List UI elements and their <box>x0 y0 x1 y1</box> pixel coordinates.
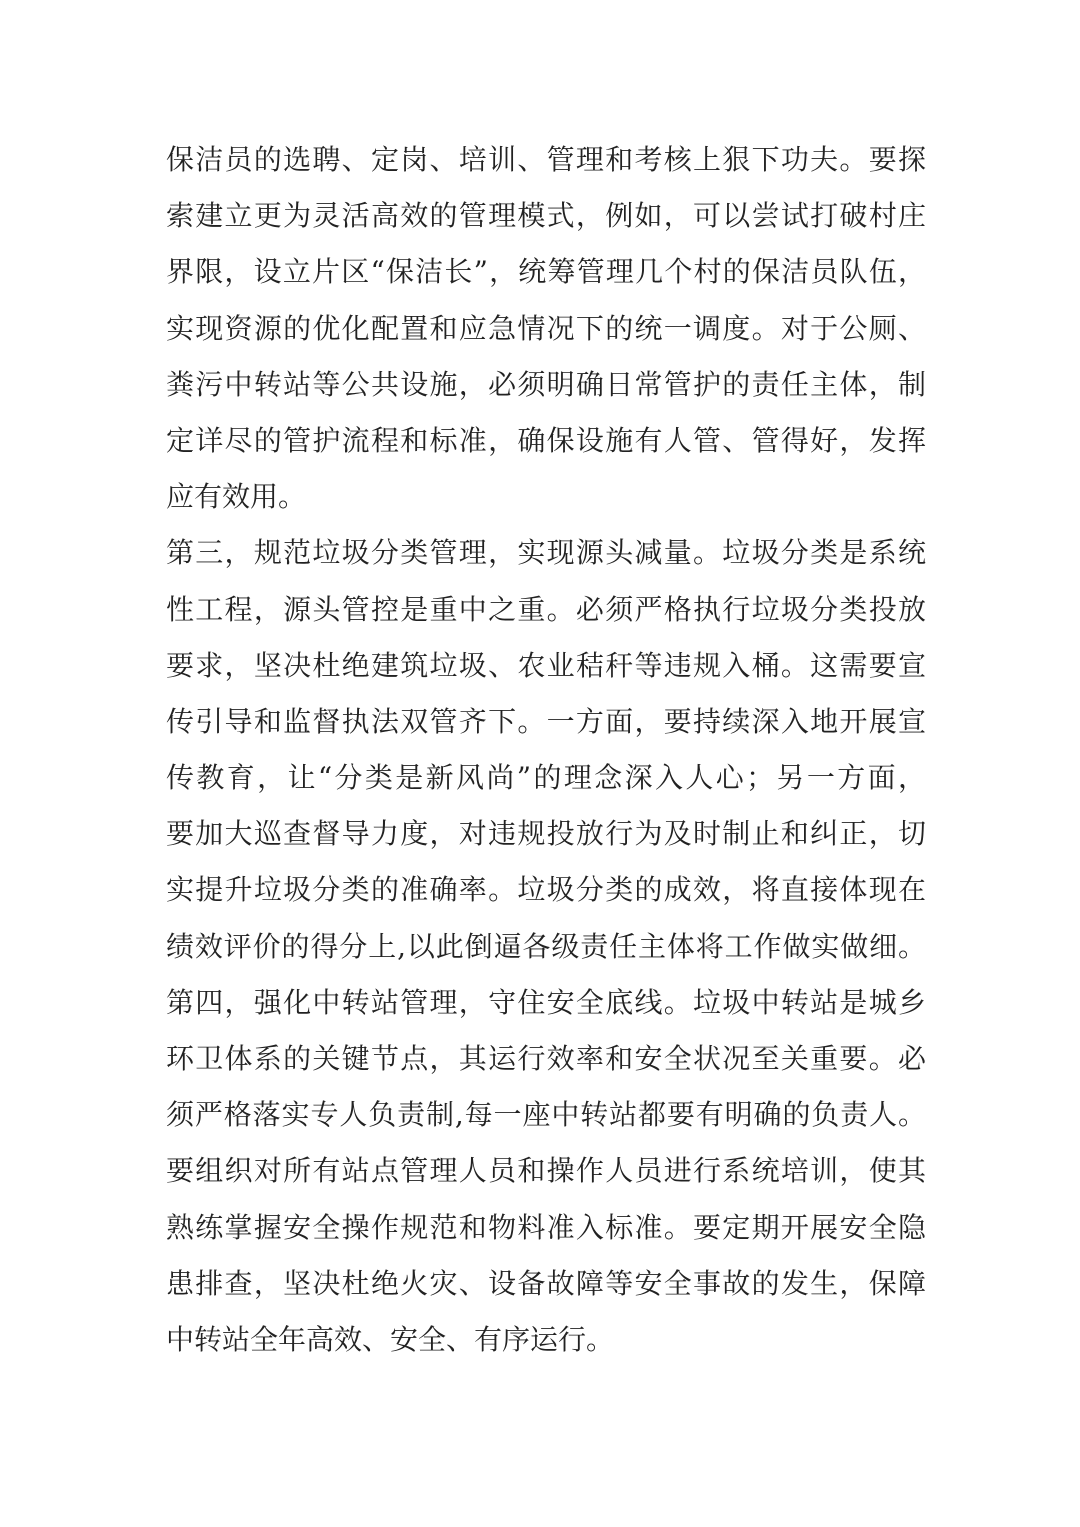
text-line: 传引导和监督执法双管齐下。一方面，要持续深入地开展宣 <box>166 704 926 738</box>
text-line: 第三，规范垃圾分类管理，实现源头减量。垃圾分类是系统 <box>166 536 926 570</box>
text-line: 性工程，源头管控是重中之重。必须严格执行垃圾分类投放 <box>166 592 926 626</box>
text-line: 中转站全年高效、安全、有序运行。 <box>166 1322 615 1356</box>
text-line: 粪污中转站等公共设施，必须明确日常管护的责任主体，制 <box>166 367 926 401</box>
text-line: 熟练掌握安全操作规范和物料准入标准。要定期开展安全隐 <box>166 1210 926 1244</box>
text-line: 患排查，坚决杜绝火灾、设备故障等安全事故的发生，保障 <box>166 1266 926 1300</box>
text-line: 实提升垃圾分类的准确率。垃圾分类的成效，将直接体现在 <box>166 873 926 907</box>
text-line: 界限，设立片区“保洁长”，统筹管理几个村的保洁员队伍， <box>166 255 926 289</box>
text-line: 须严格落实专人负责制,每一座中转站都要有明确的负责人。 <box>166 1098 926 1132</box>
text-line: 传教育，让“分类是新风尚”的理念深入人心；另一方面， <box>166 761 926 795</box>
text-line: 保洁员的选聘、定岗、培训、管理和考核上狠下功夫。要探 <box>166 143 926 176</box>
text-line: 定详尽的管护流程和标准，确保设施有人管、管得好，发挥 <box>166 423 926 457</box>
text-line: 索建立更为灵活高效的管理模式，例如，可以尝试打破村庄 <box>166 199 926 233</box>
text-line: 要组织对所有站点管理人员和操作人员进行系统培训，使其 <box>166 1154 926 1188</box>
text-line: 环卫体系的关键节点，其运行效率和安全状况至关重要。必 <box>166 1042 926 1075</box>
text-line: 要加大巡查督导力度，对违规投放行为及时制止和纠正，切 <box>166 817 926 851</box>
text-line: 第四，强化中转站管理，守住安全底线。垃圾中转站是城乡 <box>166 985 926 1019</box>
text-line: 实现资源的优化配置和应急情况下的统一调度。对于公厕、 <box>166 311 926 345</box>
text-line: 应有效用。 <box>166 480 307 514</box>
text-line: 绩效评价的得分上,以此倒逼各级责任主体将工作做实做细。 <box>166 929 926 963</box>
text-line: 要求，坚决杜绝建筑垃圾、农业秸秆等违规入桶。这需要宣 <box>166 648 926 682</box>
document-body <box>166 132 926 1368</box>
